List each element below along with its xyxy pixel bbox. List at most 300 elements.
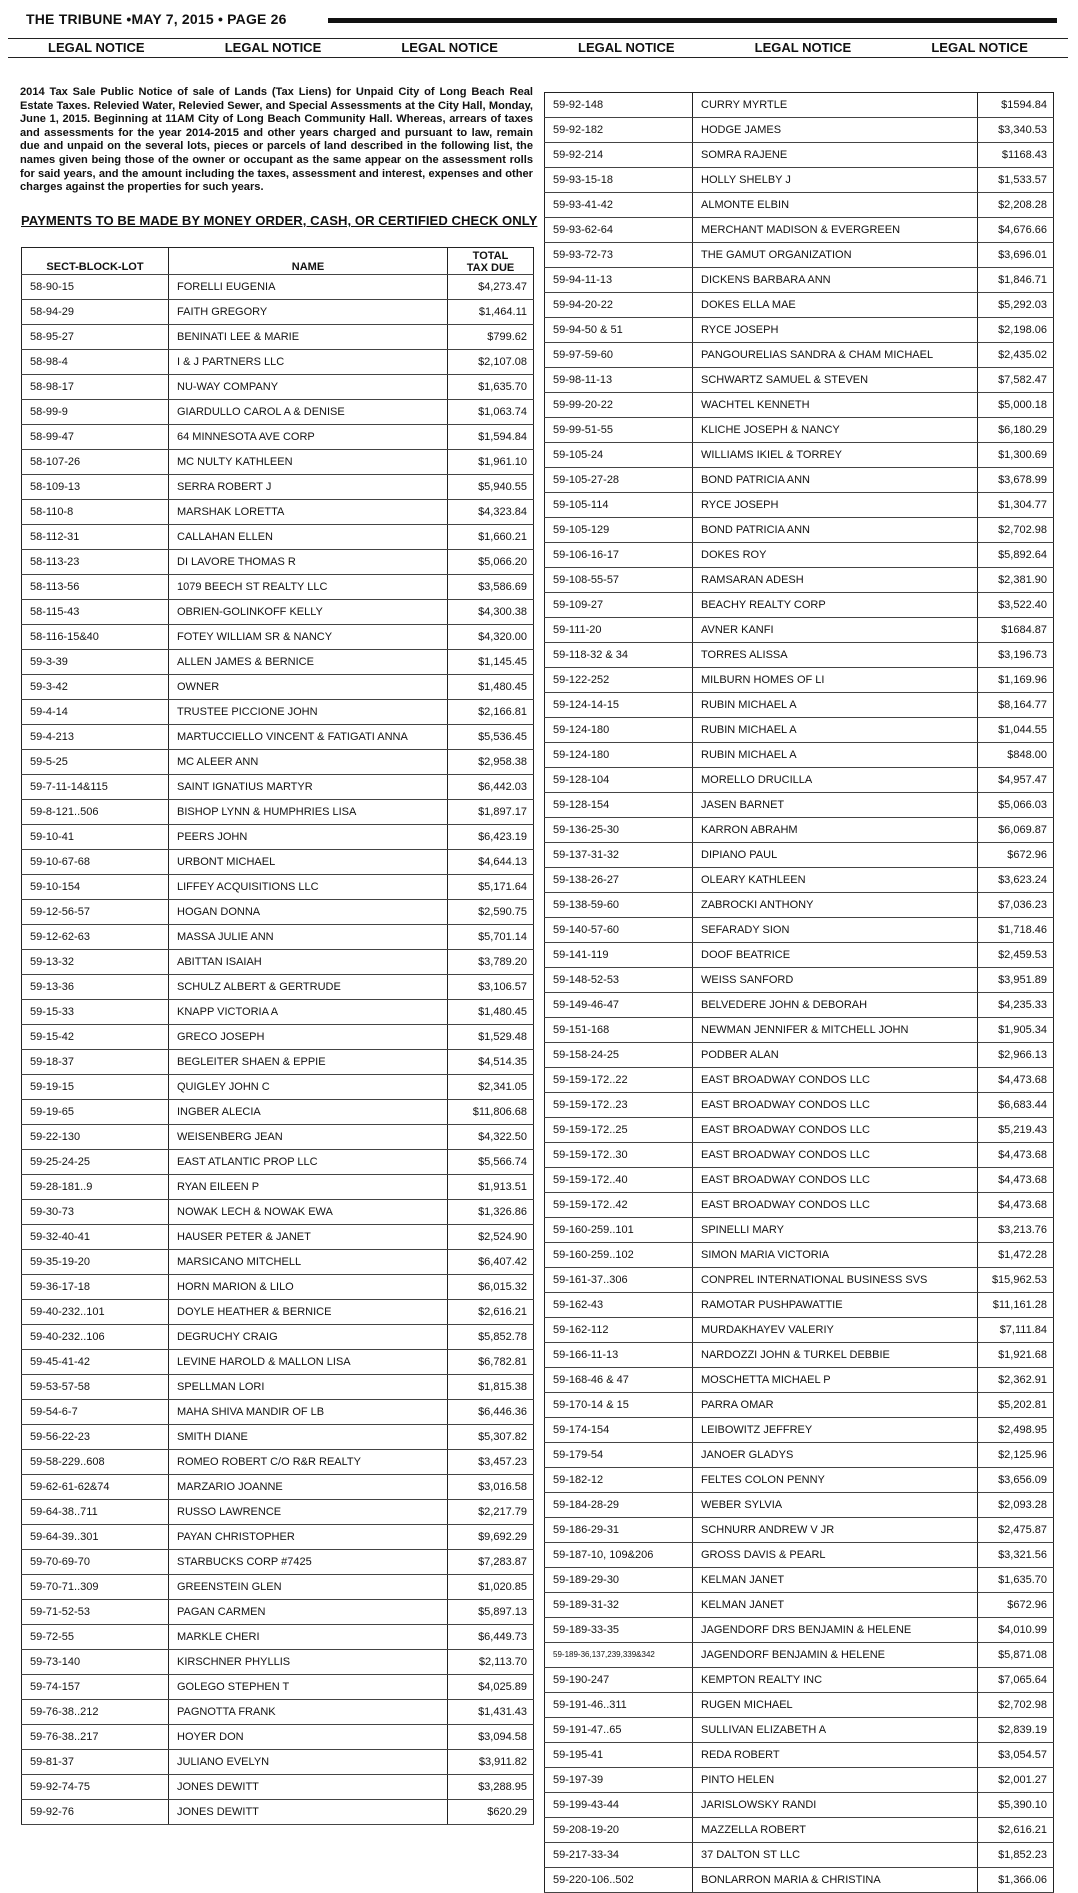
sect-block-lot-cell: 59-92-74-75 bbox=[22, 1775, 169, 1800]
sect-block-lot-cell: 59-159-172..22 bbox=[545, 1068, 693, 1093]
sect-block-lot-cell: 59-30-73 bbox=[22, 1200, 169, 1225]
table-row bbox=[22, 1750, 534, 1775]
table-row bbox=[22, 1625, 534, 1650]
tax-due-cell: $3,656.09 bbox=[978, 1468, 1054, 1493]
legal-notice-label: LEGAL NOTICE bbox=[578, 40, 675, 55]
notice-bar-bottom-rule bbox=[8, 57, 1068, 58]
tax-due-cell: $1,897.17 bbox=[448, 800, 534, 825]
table-row bbox=[22, 700, 534, 725]
tax-due-cell: $5,852.78 bbox=[448, 1325, 534, 1350]
tax-due-cell: $9,692.29 bbox=[448, 1525, 534, 1550]
table-row bbox=[22, 650, 534, 675]
owner-name-cell: JULIANO EVELYN bbox=[169, 1750, 448, 1775]
owner-name-cell: PAGAN CARMEN bbox=[169, 1600, 448, 1625]
sect-block-lot-cell: 59-168-46 & 47 bbox=[545, 1368, 693, 1393]
sect-block-lot-cell: 59-161-37..306 bbox=[545, 1268, 693, 1293]
tax-due-cell: $1,169.96 bbox=[978, 668, 1054, 693]
sect-block-lot-cell: 59-187-10, 109&206 bbox=[545, 1543, 693, 1568]
tax-due-cell: $3,457.23 bbox=[448, 1450, 534, 1475]
owner-name-cell: GOLEGO STEPHEN T bbox=[169, 1675, 448, 1700]
tax-due-cell: $1,044.55 bbox=[978, 718, 1054, 743]
owner-name-cell: FELTES COLON PENNY bbox=[693, 1468, 978, 1493]
owner-name-cell: HOYER DON bbox=[169, 1725, 448, 1750]
tax-due-cell: $3,288.95 bbox=[448, 1775, 534, 1800]
table-row bbox=[545, 1868, 1054, 1893]
table-row bbox=[22, 1550, 534, 1575]
table-row bbox=[22, 850, 534, 875]
owner-name-cell: 64 MINNESOTA AVE CORP bbox=[169, 425, 448, 450]
owner-name-cell: 37 DALTON ST LLC bbox=[693, 1843, 978, 1868]
owner-name-cell: WILLIAMS IKIEL & TORREY bbox=[693, 443, 978, 468]
tax-due-cell: $2,113.70 bbox=[448, 1650, 534, 1675]
tax-due-cell: $2,362.91 bbox=[978, 1368, 1054, 1393]
tax-due-cell: $2,590.75 bbox=[448, 900, 534, 925]
sect-block-lot-cell: 59-18-37 bbox=[22, 1050, 169, 1075]
table-row bbox=[22, 1225, 534, 1250]
owner-name-cell: MOSCHETTA MICHAEL P bbox=[693, 1368, 978, 1393]
owner-name-cell: BISHOP LYNN & HUMPHRIES LISA bbox=[169, 800, 448, 825]
owner-name-cell: SCHULZ ALBERT & GERTRUDE bbox=[169, 975, 448, 1000]
owner-name-cell: HODGE JAMES bbox=[693, 118, 978, 143]
sect-block-lot-cell: 59-136-25-30 bbox=[545, 818, 693, 843]
owner-name-cell: GREENSTEIN GLEN bbox=[169, 1575, 448, 1600]
tax-due-cell: $2,217.79 bbox=[448, 1500, 534, 1525]
table-row bbox=[545, 1193, 1054, 1218]
owner-name-cell: GROSS DAVIS & PEARL bbox=[693, 1543, 978, 1568]
table-row bbox=[22, 1075, 534, 1100]
table-row bbox=[545, 668, 1054, 693]
sect-block-lot-cell: 59-105-114 bbox=[545, 493, 693, 518]
table-row bbox=[545, 493, 1054, 518]
tax-due-cell: $5,219.43 bbox=[978, 1118, 1054, 1143]
tax-due-cell: $3,696.01 bbox=[978, 243, 1054, 268]
table-row bbox=[545, 1818, 1054, 1843]
tax-due-cell: $1,020.85 bbox=[448, 1575, 534, 1600]
table-row bbox=[22, 1100, 534, 1125]
sect-block-lot-cell: 59-4-14 bbox=[22, 700, 169, 725]
owner-name-cell: GRECO JOSEPH bbox=[169, 1025, 448, 1050]
sect-block-lot-cell: 59-159-172..40 bbox=[545, 1168, 693, 1193]
tax-due-cell: $1,921.68 bbox=[978, 1343, 1054, 1368]
owner-name-cell: ZABROCKI ANTHONY bbox=[693, 893, 978, 918]
table-row bbox=[22, 725, 534, 750]
table-row bbox=[545, 793, 1054, 818]
tax-due-cell: $5,892.64 bbox=[978, 543, 1054, 568]
table-row bbox=[545, 1668, 1054, 1693]
table-row bbox=[545, 868, 1054, 893]
sect-block-lot-cell: 59-189-31-32 bbox=[545, 1593, 693, 1618]
tax-due-cell: $6,782.81 bbox=[448, 1350, 534, 1375]
sect-block-lot-cell: 59-105-24 bbox=[545, 443, 693, 468]
table-row bbox=[22, 325, 534, 350]
table-row bbox=[22, 1250, 534, 1275]
table-row bbox=[545, 1318, 1054, 1343]
sect-block-lot-cell: 59-45-41-42 bbox=[22, 1350, 169, 1375]
table-row bbox=[22, 300, 534, 325]
table-row bbox=[545, 243, 1054, 268]
sect-block-lot-cell: 59-8-121..506 bbox=[22, 800, 169, 825]
owner-name-cell: FOTEY WILLIAM SR & NANCY bbox=[169, 625, 448, 650]
sect-block-lot-cell: 59-94-50 & 51 bbox=[545, 318, 693, 343]
table-row bbox=[545, 1018, 1054, 1043]
tax-due-cell: $1,300.69 bbox=[978, 443, 1054, 468]
tax-due-cell: $4,473.68 bbox=[978, 1193, 1054, 1218]
sect-block-lot-cell: 59-10-67-68 bbox=[22, 850, 169, 875]
sect-block-lot-cell: 59-140-57-60 bbox=[545, 918, 693, 943]
sect-block-lot-cell: 59-93-15-18 bbox=[545, 168, 693, 193]
sect-block-lot-cell: 58-112-31 bbox=[22, 525, 169, 550]
sect-block-lot-cell: 58-99-47 bbox=[22, 425, 169, 450]
table-row bbox=[545, 1618, 1054, 1643]
tax-due-cell: $4,473.68 bbox=[978, 1143, 1054, 1168]
header-sect-block-lot: SECT-BLOCK-LOT bbox=[22, 248, 169, 275]
tax-due-cell: $6,683.44 bbox=[978, 1093, 1054, 1118]
owner-name-cell: JANOER GLADYS bbox=[693, 1443, 978, 1468]
table-row bbox=[545, 1043, 1054, 1068]
sect-block-lot-cell: 59-28-181..9 bbox=[22, 1175, 169, 1200]
table-row bbox=[545, 1243, 1054, 1268]
owner-name-cell: MC NULTY KATHLEEN bbox=[169, 450, 448, 475]
tax-due-cell: $3,678.99 bbox=[978, 468, 1054, 493]
table-row bbox=[545, 118, 1054, 143]
sect-block-lot-cell: 59-99-51-55 bbox=[545, 418, 693, 443]
tax-due-cell: $1,326.86 bbox=[448, 1200, 534, 1225]
sect-block-lot-cell: 59-25-24-25 bbox=[22, 1150, 169, 1175]
sect-block-lot-cell: 59-186-29-31 bbox=[545, 1518, 693, 1543]
table-row bbox=[545, 593, 1054, 618]
sect-block-lot-cell: 59-137-31-32 bbox=[545, 843, 693, 868]
owner-name-cell: EAST BROADWAY CONDOS LLC bbox=[693, 1168, 978, 1193]
sect-block-lot-cell: 59-174-154 bbox=[545, 1418, 693, 1443]
sect-block-lot-cell: 59-99-20-22 bbox=[545, 393, 693, 418]
tax-due-cell: $6,423.19 bbox=[448, 825, 534, 850]
tax-due-cell: $4,644.13 bbox=[448, 850, 534, 875]
tax-due-cell: $1,464.11 bbox=[448, 300, 534, 325]
masthead-title: THE TRIBUNE •MAY 7, 2015 • PAGE 26 bbox=[26, 11, 287, 27]
table-row bbox=[545, 443, 1054, 468]
tax-due-cell: $3,213.76 bbox=[978, 1218, 1054, 1243]
table-row bbox=[22, 275, 534, 300]
table-row bbox=[22, 350, 534, 375]
owner-name-cell: SMITH DIANE bbox=[169, 1425, 448, 1450]
table-row bbox=[545, 1843, 1054, 1868]
sect-block-lot-cell: 59-71-52-53 bbox=[22, 1600, 169, 1625]
sect-block-lot-cell: 59-160-259..102 bbox=[545, 1243, 693, 1268]
owner-name-cell: SIMON MARIA VICTORIA bbox=[693, 1243, 978, 1268]
sect-block-lot-cell: 59-64-39..301 bbox=[22, 1525, 169, 1550]
owner-name-cell: MARZARIO JOANNE bbox=[169, 1475, 448, 1500]
sect-block-lot-cell: 59-159-172..25 bbox=[545, 1118, 693, 1143]
tax-due-cell: $1,913.51 bbox=[448, 1175, 534, 1200]
legal-notice-label: LEGAL NOTICE bbox=[48, 40, 145, 55]
owner-name-cell: MC ALEER ANN bbox=[169, 750, 448, 775]
tax-due-cell: $6,407.42 bbox=[448, 1250, 534, 1275]
table-row bbox=[545, 893, 1054, 918]
sect-block-lot-cell: 59-124-14-15 bbox=[545, 693, 693, 718]
sect-block-lot-cell: 59-189-29-30 bbox=[545, 1568, 693, 1593]
tax-due-cell: $5,292.03 bbox=[978, 293, 1054, 318]
tax-due-cell: $1,431.43 bbox=[448, 1700, 534, 1725]
table-row bbox=[545, 1118, 1054, 1143]
tax-due-cell: $5,390.10 bbox=[978, 1793, 1054, 1818]
tax-due-cell: $5,940.55 bbox=[448, 475, 534, 500]
table-row bbox=[545, 1443, 1054, 1468]
owner-name-cell: DIPIANO PAUL bbox=[693, 843, 978, 868]
owner-name-cell: EAST ATLANTIC PROP LLC bbox=[169, 1150, 448, 1175]
table-row bbox=[545, 718, 1054, 743]
table-row bbox=[545, 168, 1054, 193]
sect-block-lot-cell: 59-148-52-53 bbox=[545, 968, 693, 993]
sect-block-lot-cell: 58-109-13 bbox=[22, 475, 169, 500]
sect-block-lot-cell: 59-141-119 bbox=[545, 943, 693, 968]
tax-due-cell: $5,307.82 bbox=[448, 1425, 534, 1450]
table-row bbox=[545, 1743, 1054, 1768]
sect-block-lot-cell: 59-92-214 bbox=[545, 143, 693, 168]
sect-block-lot-cell: 58-113-23 bbox=[22, 550, 169, 575]
owner-name-cell: RYCE JOSEPH bbox=[693, 493, 978, 518]
owner-name-cell: OWNER bbox=[169, 675, 448, 700]
tax-due-cell: $2,702.98 bbox=[978, 518, 1054, 543]
tax-lien-table-right bbox=[544, 92, 1054, 1893]
owner-name-cell: JARISLOWSKY RANDI bbox=[693, 1793, 978, 1818]
table-row bbox=[22, 1600, 534, 1625]
table-row bbox=[545, 1143, 1054, 1168]
sect-block-lot-cell: 59-72-55 bbox=[22, 1625, 169, 1650]
owner-name-cell: HORN MARION & LILO bbox=[169, 1275, 448, 1300]
sect-block-lot-cell: 59-10-41 bbox=[22, 825, 169, 850]
sect-block-lot-cell: 59-73-140 bbox=[22, 1650, 169, 1675]
sect-block-lot-cell: 59-106-16-17 bbox=[545, 543, 693, 568]
owner-name-cell: DOKES ELLA MAE bbox=[693, 293, 978, 318]
sect-block-lot-cell: 59-4-213 bbox=[22, 725, 169, 750]
sect-block-lot-cell: 59-92-148 bbox=[545, 93, 693, 118]
sect-block-lot-cell: 59-70-69-70 bbox=[22, 1550, 169, 1575]
owner-name-cell: EAST BROADWAY CONDOS LLC bbox=[693, 1118, 978, 1143]
tax-due-cell: $2,702.98 bbox=[978, 1693, 1054, 1718]
owner-name-cell: MILBURN HOMES OF LI bbox=[693, 668, 978, 693]
table-row bbox=[545, 1368, 1054, 1393]
table-row bbox=[545, 768, 1054, 793]
owner-name-cell: SULLIVAN ELIZABETH A bbox=[693, 1718, 978, 1743]
owner-name-cell: SPELLMAN LORI bbox=[169, 1375, 448, 1400]
table-row bbox=[545, 1293, 1054, 1318]
owner-name-cell: WEISS SANFORD bbox=[693, 968, 978, 993]
sect-block-lot-cell: 59-109-27 bbox=[545, 593, 693, 618]
table-row bbox=[545, 1343, 1054, 1368]
sect-block-lot-cell: 59-74-157 bbox=[22, 1675, 169, 1700]
tax-due-cell: $2,093.28 bbox=[978, 1493, 1054, 1518]
table-row bbox=[545, 1493, 1054, 1518]
owner-name-cell: LIFFEY ACQUISITIONS LLC bbox=[169, 875, 448, 900]
tax-due-cell: $2,839.19 bbox=[978, 1718, 1054, 1743]
owner-name-cell: MERCHANT MADISON & EVERGREEN bbox=[693, 218, 978, 243]
owner-name-cell: SAINT IGNATIUS MARTYR bbox=[169, 775, 448, 800]
tax-due-cell: $4,320.00 bbox=[448, 625, 534, 650]
tax-due-cell: $1,304.77 bbox=[978, 493, 1054, 518]
sect-block-lot-cell: 59-191-46..311 bbox=[545, 1693, 693, 1718]
table-row bbox=[545, 1543, 1054, 1568]
table-row bbox=[22, 1175, 534, 1200]
tax-due-cell: $11,161.28 bbox=[978, 1293, 1054, 1318]
sect-block-lot-cell: 59-12-56-57 bbox=[22, 900, 169, 925]
left-table-body bbox=[22, 275, 534, 1825]
owner-name-cell: RUBIN MICHAEL A bbox=[693, 743, 978, 768]
tax-due-cell: $1,905.34 bbox=[978, 1018, 1054, 1043]
owner-name-cell: KEMPTON REALTY INC bbox=[693, 1668, 978, 1693]
sect-block-lot-cell: 59-5-25 bbox=[22, 750, 169, 775]
table-row bbox=[22, 550, 534, 575]
table-row bbox=[22, 575, 534, 600]
sect-block-lot-cell: 59-15-42 bbox=[22, 1025, 169, 1050]
owner-name-cell: PAGNOTTA FRANK bbox=[169, 1700, 448, 1725]
owner-name-cell: JONES DEWITT bbox=[169, 1775, 448, 1800]
sect-block-lot-cell: 59-22-130 bbox=[22, 1125, 169, 1150]
owner-name-cell: MARKLE CHERI bbox=[169, 1625, 448, 1650]
owner-name-cell: OLEARY KATHLEEN bbox=[693, 868, 978, 893]
sect-block-lot-cell: 59-138-59-60 bbox=[545, 893, 693, 918]
table-row bbox=[22, 1000, 534, 1025]
tax-due-cell: $3,522.40 bbox=[978, 593, 1054, 618]
header-total-tax-due bbox=[448, 248, 534, 275]
table-row bbox=[22, 1575, 534, 1600]
table-row bbox=[545, 1718, 1054, 1743]
tax-due-cell: $1,660.21 bbox=[448, 525, 534, 550]
owner-name-cell: ABITTAN ISAIAH bbox=[169, 950, 448, 975]
table-row bbox=[545, 1643, 1054, 1668]
sect-block-lot-cell: 59-3-39 bbox=[22, 650, 169, 675]
table-row bbox=[22, 900, 534, 925]
sect-block-lot-cell: 59-54-6-7 bbox=[22, 1400, 169, 1425]
table-row bbox=[22, 975, 534, 1000]
table-row bbox=[545, 218, 1054, 243]
sect-block-lot-cell: 59-93-41-42 bbox=[545, 193, 693, 218]
sect-block-lot-cell: 59-197-39 bbox=[545, 1768, 693, 1793]
table-row bbox=[22, 1800, 534, 1825]
sect-block-lot-cell: 59-19-65 bbox=[22, 1100, 169, 1125]
sect-block-lot-cell: 59-32-40-41 bbox=[22, 1225, 169, 1250]
tax-due-cell: $6,442.03 bbox=[448, 775, 534, 800]
right-table-body bbox=[545, 93, 1054, 1893]
owner-name-cell: NU-WAY COMPANY bbox=[169, 375, 448, 400]
table-row bbox=[22, 1425, 534, 1450]
payment-notice: PAYMENTS TO BE MADE BY MONEY ORDER, CASH, OR CERTIFIED CHECK ONLY bbox=[21, 213, 538, 228]
sect-block-lot-cell: 59-195-41 bbox=[545, 1743, 693, 1768]
owner-name-cell: FORELLI EUGENIA bbox=[169, 275, 448, 300]
table-row bbox=[22, 675, 534, 700]
sect-block-lot-cell: 58-90-15 bbox=[22, 275, 169, 300]
sect-block-lot-cell: 59-92-76 bbox=[22, 1800, 169, 1825]
sect-block-lot-cell: 59-105-129 bbox=[545, 518, 693, 543]
sect-block-lot-cell: 59-122-252 bbox=[545, 668, 693, 693]
table-row bbox=[22, 1525, 534, 1550]
tax-due-cell: $4,957.47 bbox=[978, 768, 1054, 793]
table-row bbox=[545, 543, 1054, 568]
table-row bbox=[545, 318, 1054, 343]
sect-block-lot-cell: 59-62-61-62&74 bbox=[22, 1475, 169, 1500]
owner-name-cell: ALLEN JAMES & BERNICE bbox=[169, 650, 448, 675]
sect-block-lot-cell: 59-128-154 bbox=[545, 793, 693, 818]
owner-name-cell: QUIGLEY JOHN C bbox=[169, 1075, 448, 1100]
sect-block-lot-cell: 59-93-72-73 bbox=[545, 243, 693, 268]
sect-block-lot-cell: 59-97-59-60 bbox=[545, 343, 693, 368]
tax-due-cell: $3,321.56 bbox=[978, 1543, 1054, 1568]
table-row bbox=[22, 625, 534, 650]
table-row bbox=[545, 268, 1054, 293]
owner-name-cell: WACHTEL KENNETH bbox=[693, 393, 978, 418]
table-row bbox=[545, 1268, 1054, 1293]
sect-block-lot-cell: 59-184-28-29 bbox=[545, 1493, 693, 1518]
tax-due-cell: $1,594.84 bbox=[448, 425, 534, 450]
owner-name-cell: DOYLE HEATHER & BERNICE bbox=[169, 1300, 448, 1325]
owner-name-cell: DI LAVORE THOMAS R bbox=[169, 550, 448, 575]
tax-due-cell: $799.62 bbox=[448, 325, 534, 350]
tax-due-cell: $3,623.24 bbox=[978, 868, 1054, 893]
owner-name-cell: JASEN BARNET bbox=[693, 793, 978, 818]
sect-block-lot-cell: 59-105-27-28 bbox=[545, 468, 693, 493]
owner-name-cell: BELVEDERE JOHN & DEBORAH bbox=[693, 993, 978, 1018]
sect-block-lot-cell: 59-70-71..309 bbox=[22, 1575, 169, 1600]
tax-due-cell: $1,533.57 bbox=[978, 168, 1054, 193]
tax-due-cell: $2,001.27 bbox=[978, 1768, 1054, 1793]
tax-due-cell: $3,094.58 bbox=[448, 1725, 534, 1750]
owner-name-cell: SCHNURR ANDREW V JR bbox=[693, 1518, 978, 1543]
tax-due-cell: $6,446.36 bbox=[448, 1400, 534, 1425]
tax-lien-table-left bbox=[21, 247, 534, 1825]
sect-block-lot-cell: 59-94-11-13 bbox=[545, 268, 693, 293]
table-row bbox=[22, 1725, 534, 1750]
tax-due-cell: $4,273.47 bbox=[448, 275, 534, 300]
masthead-rule bbox=[328, 18, 1057, 23]
owner-name-cell: JONES DEWITT bbox=[169, 1800, 448, 1825]
tax-due-cell: $1,846.71 bbox=[978, 268, 1054, 293]
table-row bbox=[22, 525, 534, 550]
tax-due-cell: $4,235.33 bbox=[978, 993, 1054, 1018]
sect-block-lot-cell: 59-199-43-44 bbox=[545, 1793, 693, 1818]
tax-due-cell: $672.96 bbox=[978, 843, 1054, 868]
owner-name-cell: KELMAN JANET bbox=[693, 1593, 978, 1618]
sect-block-lot-cell: 59-13-32 bbox=[22, 950, 169, 975]
owner-name-cell: ROMEO ROBERT C/O R&R REALTY bbox=[169, 1450, 448, 1475]
sect-block-lot-cell: 59-124-180 bbox=[545, 718, 693, 743]
owner-name-cell: MARTUCCIELLO VINCENT & FATIGATI ANNA bbox=[169, 725, 448, 750]
table-row bbox=[22, 775, 534, 800]
table-row bbox=[545, 293, 1054, 318]
table-row bbox=[545, 368, 1054, 393]
table-row bbox=[22, 1300, 534, 1325]
sect-block-lot-cell: 59-159-172..42 bbox=[545, 1193, 693, 1218]
owner-name-cell: NOWAK LECH & NOWAK EWA bbox=[169, 1200, 448, 1225]
tax-due-cell: $2,459.53 bbox=[978, 943, 1054, 968]
sect-block-lot-cell: 59-81-37 bbox=[22, 1750, 169, 1775]
table-row bbox=[545, 1568, 1054, 1593]
tax-due-cell: $2,435.02 bbox=[978, 343, 1054, 368]
table-row bbox=[545, 518, 1054, 543]
owner-name-cell: LEVINE HAROLD & MALLON LISA bbox=[169, 1350, 448, 1375]
owner-name-cell: THE GAMUT ORGANIZATION bbox=[693, 243, 978, 268]
owner-name-cell: BONLARRON MARIA & CHRISTINA bbox=[693, 1868, 978, 1893]
owner-name-cell: WEBER SYLVIA bbox=[693, 1493, 978, 1518]
owner-name-cell: RAMOTAR PUSHPAWATTIE bbox=[693, 1293, 978, 1318]
owner-name-cell: SERRA ROBERT J bbox=[169, 475, 448, 500]
owner-name-cell: MARSHAK LORETTA bbox=[169, 500, 448, 525]
tax-due-cell: $3,911.82 bbox=[448, 1750, 534, 1775]
tax-due-cell: $4,010.99 bbox=[978, 1618, 1054, 1643]
tax-due-cell: $15,962.53 bbox=[978, 1268, 1054, 1293]
table-row bbox=[545, 843, 1054, 868]
table-row bbox=[22, 1375, 534, 1400]
table-row bbox=[545, 1393, 1054, 1418]
sect-block-lot-cell: 59-208-19-20 bbox=[545, 1818, 693, 1843]
